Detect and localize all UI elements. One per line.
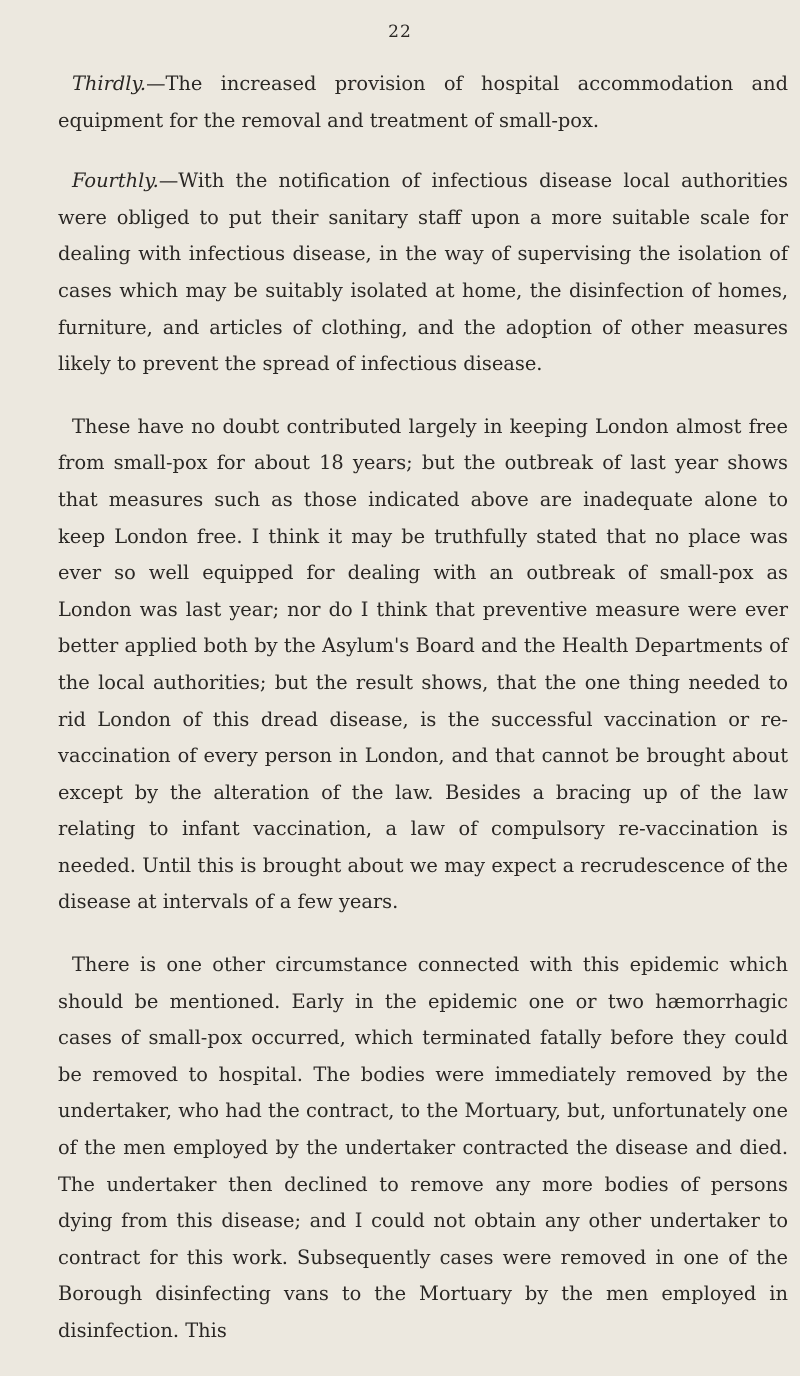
paragraph-text: —The increased provision of hospital accommodation and equipment for the removal and treatment of small-pox.	[58, 72, 788, 132]
paragraph-text: —With the notification of infectious disease local authorities were obliged to put their sanitary staff upon a more suitable scale for dealing with infectious disease, in the way of supervising the isolation of cases which may be suitably isolated at home, the disinfection of homes, furniture, and articles of clothing, and the adoption of other measures likely to prevent the spread of infectious disease.	[58, 169, 788, 376]
paragraph-thirdly	[58, 66, 788, 139]
paragraph-lead: Thirdly.	[72, 72, 147, 95]
paragraph-text: These have no doubt contributed largely in keeping London almost free from small-pox for about 18 years; but the outbreak of last year shows that measures such as those indicated above are inadequate alone to keep London free. I think it may be truthfully stated that no place was ever so well equipped for dealing with an outbreak of small-pox as London was last year; nor do I think that preventive measure were ever better applied both by the Asylum's Board and the Health Departments of the local authorities; but the result shows, that the one thing needed to rid London of this dread disease, is the successful vaccination or re-vaccination of every person in London, and that cannot be brought about except by the alteration of the law. Besides a bracing up of the law relating to infant vaccination, a law of compulsory re-vaccination is needed. Until this is brought about we may expect a recrudescence of the disease at intervals of a few years.	[58, 414, 788, 914]
paragraph-text: There is one other circumstance connected with this epidemic which should be mentioned. Early in the epidemic one or two hæmorrhagic cases of small-pox occurred, which terminated fatally before they could be removed to hospital. The bodies were immediately removed by the undertaker, who had the contract, to the Mortuary, but, unfortunately one of the men employed by the undertaker contracted the disease and died. The undertaker then declined to remove any more bodies of persons dying from this disease; and I could not obtain any other undertaker to contract for this work. Subsequently cases were removed in one of the Borough disinfecting vans to the Mortuary by the men employed in disinfection. This	[58, 953, 788, 1342]
page-number: 22	[388, 22, 412, 42]
paragraph-fourthly	[58, 163, 788, 383]
paragraph-lead: Fourthly.	[72, 169, 159, 193]
body-text	[58, 66, 788, 1376]
paragraph-measures	[58, 409, 788, 921]
paragraph-circumstance	[58, 947, 788, 1350]
